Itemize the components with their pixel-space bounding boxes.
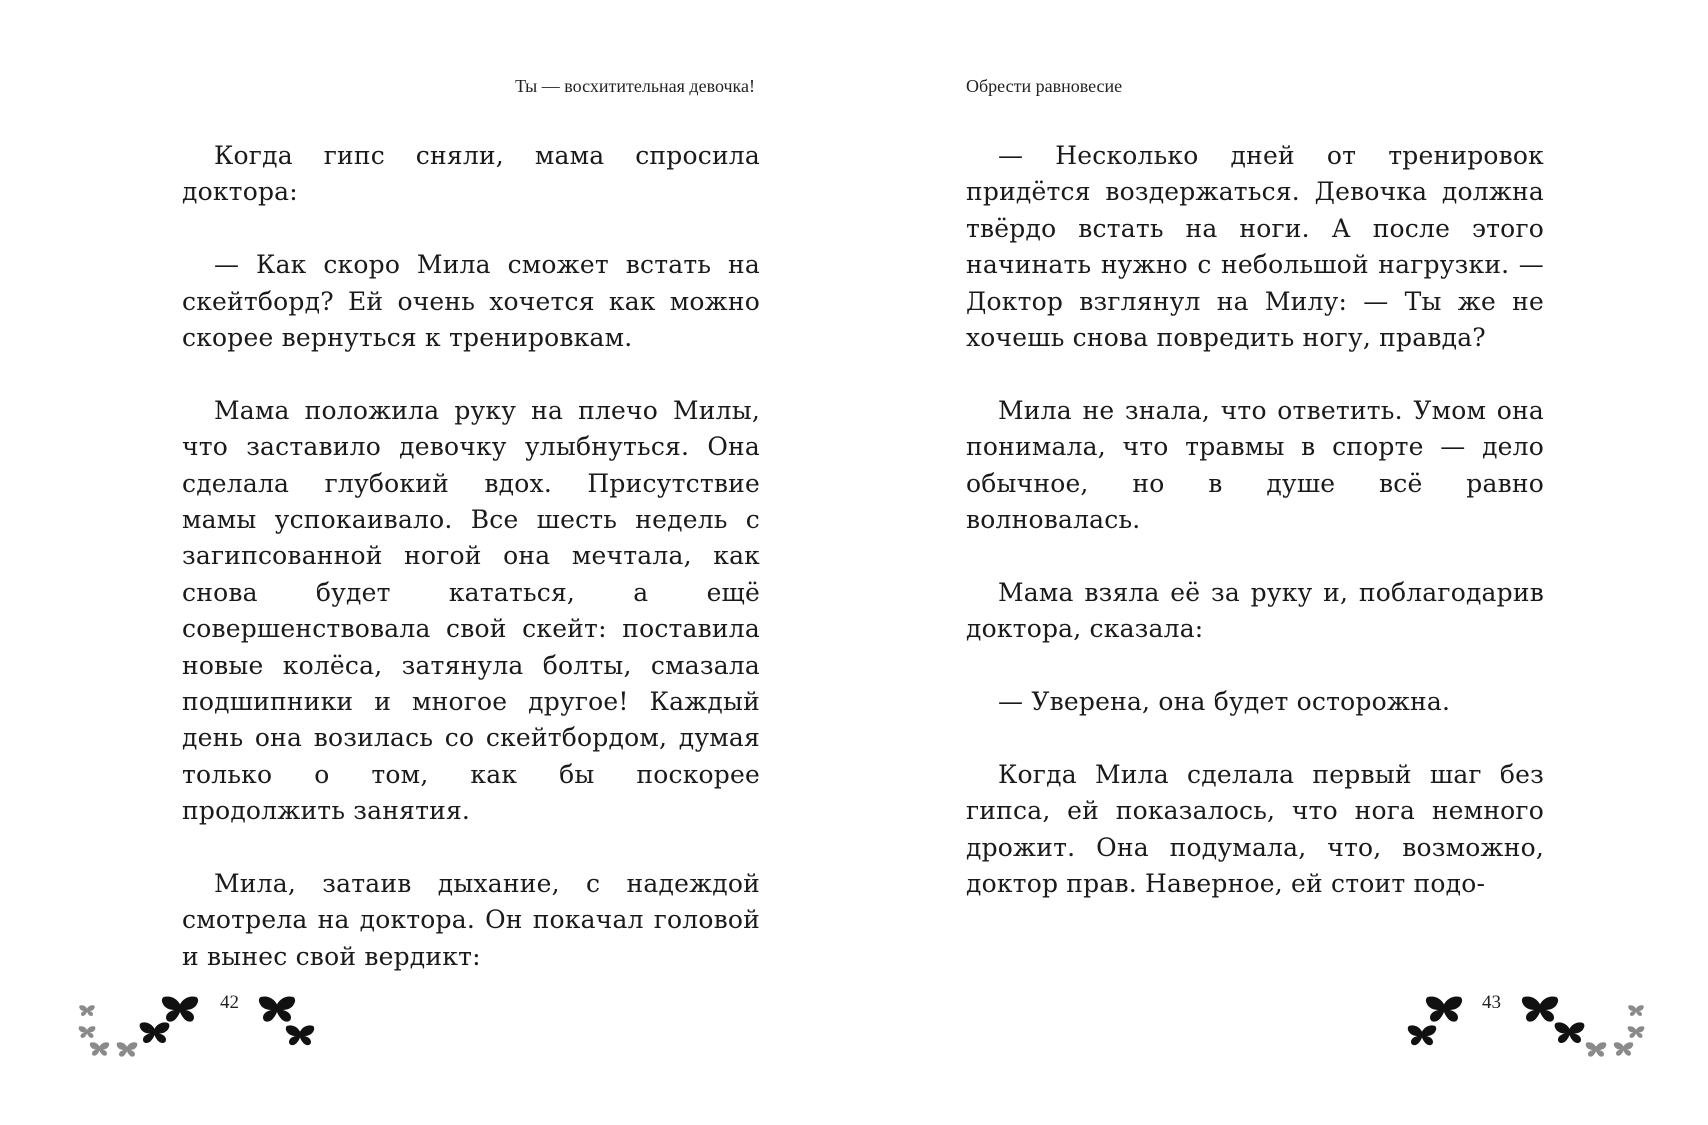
butterfly-icon [1425, 996, 1463, 1024]
butterfly-icon [258, 996, 296, 1024]
paragraph: — Уверена, она будет осторожна. [998, 687, 1451, 717]
butterfly-icon [79, 1005, 95, 1017]
paragraph: Когда Мила сделала первый шаг без гипса, ей показалось, что нога немного дрожит. Она подумала, что, возможно, доктор прав. Наверное, ей стоит подо- [966, 759, 1544, 899]
butterfly-icon [89, 1042, 110, 1057]
butterfly-icon [1554, 1022, 1585, 1045]
butterfly-icon [1585, 1042, 1607, 1058]
running-head: Обрести равновесие [966, 76, 1123, 96]
paragraph: Когда гипс сняли, мама спросила доктора: [182, 141, 760, 207]
paragraph: Мила не знала, что ответить. Умом она понимала, что травмы в спорте — дело обычное, но в душе всё равно волновалась. [966, 395, 1544, 535]
paragraph: — Как скоро Мила сможет встать на скейтборд? Ей очень хочется как можно скорее вернуться к тренировкам. [182, 250, 760, 353]
butterfly-icon [1613, 1042, 1634, 1057]
body-text [966, 138, 1544, 902]
paragraph: Мила, затаив дыхание, с надеждой смотрела на доктора. Он покачал головой и вынес свой вердикт: [182, 869, 760, 971]
butterfly-icon [285, 1025, 315, 1047]
page-number: 43 [1482, 992, 1501, 1013]
butterfly-icon [139, 1022, 170, 1045]
paragraph: Мама взяла её за руку и, поблагодарив доктора, сказала: [966, 577, 1544, 644]
butterfly-icon [1521, 996, 1559, 1024]
paragraph: Мама положила руку на плечо Милы, что заставило девочку улыбнуться. Она сделала глубокий вдох. Присутствие мамы успокаивало. Все шесть недель с загипсованной ногой она мечтала, как снова будет кататься, а ещё совершенствовала свой скейт: поставила новые колёса, затянула болты, смазала подшипники и многое другое! Каждый день она возилась со скейтбордом, думая только о том, как бы поскорее продолжить занятия. [182, 395, 760, 826]
butterfly-icon [1407, 1025, 1437, 1047]
butterfly-icon [78, 1026, 96, 1039]
page-number: 42 [220, 992, 239, 1013]
butterfly-icon [161, 996, 199, 1024]
butterfly-icon [1628, 1005, 1644, 1017]
paragraph: — Несколько дней от тренировок придётся воздержаться. Девочка должна твёрдо встать на ноги. А после этого начинать нужно с небольшой нагрузки. — Доктор взглянул на Милу: — Ты же не хочешь снова повредить ногу, правда? [966, 141, 1544, 353]
right-page [854, 0, 1708, 1125]
body-text [182, 138, 760, 975]
butterfly-icon [116, 1042, 138, 1058]
butterfly-icon [1627, 1026, 1645, 1039]
running-head: Ты — восхитительная девочка! [515, 76, 755, 96]
